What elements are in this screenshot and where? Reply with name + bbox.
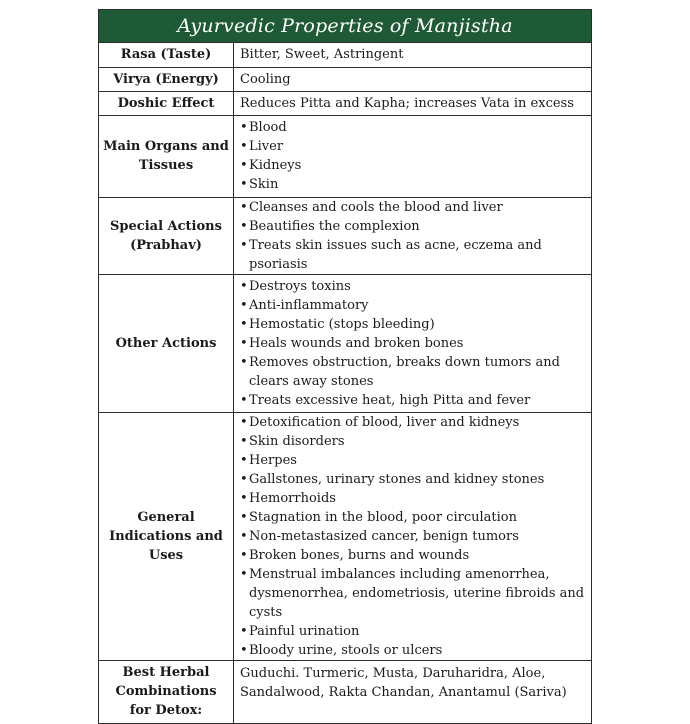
list-item: • Painful urination — [240, 622, 585, 641]
properties-document — [98, 9, 592, 724]
bullet-list — [240, 277, 585, 410]
list-item: • Herpes — [240, 451, 585, 470]
list-item: • Destroys toxins — [240, 277, 585, 296]
list-item: • Skin disorders — [240, 432, 585, 451]
bullet-list — [240, 118, 585, 194]
list-item: • Heals wounds and broken bones — [240, 334, 585, 353]
row-value: Bitter, Sweet, Astringent — [234, 43, 592, 67]
list-item: • Skin — [240, 175, 585, 194]
table-row — [99, 412, 591, 660]
bullet-list — [240, 198, 585, 274]
document-title: Ayurvedic Properties of Manjistha — [99, 10, 591, 43]
row-label: General Indications and Uses — [99, 412, 234, 660]
list-item: • Non-metastasized cancer, benign tumors — [240, 527, 585, 546]
row-label: Doshic Effect — [99, 91, 234, 115]
row-label: Rasa (Taste) — [99, 43, 234, 67]
list-item: • Kidneys — [240, 156, 585, 175]
row-label: Virya (Energy) — [99, 67, 234, 91]
list-item: • Cleanses and cools the blood and liver — [240, 198, 585, 217]
row-value: Reduces Pitta and Kapha; increases Vata in excess — [234, 91, 592, 115]
list-item: • Treats excessive heat, high Pitta and fever — [240, 391, 585, 410]
row-value: Guduchi. Turmeric, Musta, Daruharidra, Aloe, Sandalwood, Rakta Chandan, Anantamul (Sariva) — [234, 660, 592, 723]
list-item: • Broken bones, burns and wounds — [240, 546, 585, 565]
table-row — [99, 274, 591, 412]
table-row — [99, 660, 591, 723]
list-item: • Gallstones, urinary stones and kidney stones — [240, 470, 585, 489]
row-value — [234, 274, 592, 412]
row-label: Other Actions — [99, 274, 234, 412]
list-item: • Anti-inflammatory — [240, 296, 585, 315]
row-label: Best Herbal Combinations for Detox: — [99, 660, 234, 723]
list-item: • Liver — [240, 137, 585, 156]
table-row — [99, 43, 591, 67]
table-row — [99, 67, 591, 91]
list-item: • Hemorrhoids — [240, 489, 585, 508]
list-item: • Bloody urine, stools or ulcers — [240, 641, 585, 660]
row-label: Main Organs and Tissues — [99, 115, 234, 197]
list-item: • Stagnation in the blood, poor circulation — [240, 508, 585, 527]
bullet-list — [240, 413, 585, 660]
row-value — [234, 412, 592, 660]
properties-table — [99, 43, 591, 723]
list-item: • Removes obstruction, breaks down tumors and clears away stones — [240, 353, 585, 391]
list-item: • Detoxification of blood, liver and kidneys — [240, 413, 585, 432]
row-label: Special Actions (Prabhav) — [99, 197, 234, 274]
table-row — [99, 91, 591, 115]
row-value: Cooling — [234, 67, 592, 91]
table-row — [99, 197, 591, 274]
list-item: • Blood — [240, 118, 585, 137]
list-item: • Treats skin issues such as acne, eczema and psoriasis — [240, 236, 585, 274]
list-item: • Beautifies the complexion — [240, 217, 585, 236]
table-row — [99, 115, 591, 197]
row-value — [234, 115, 592, 197]
list-item: • Hemostatic (stops bleeding) — [240, 315, 585, 334]
row-value — [234, 197, 592, 274]
list-item: • Menstrual imbalances including amenorrhea, dysmenorrhea, endometriosis, uterine fibroids and cysts — [240, 565, 585, 622]
